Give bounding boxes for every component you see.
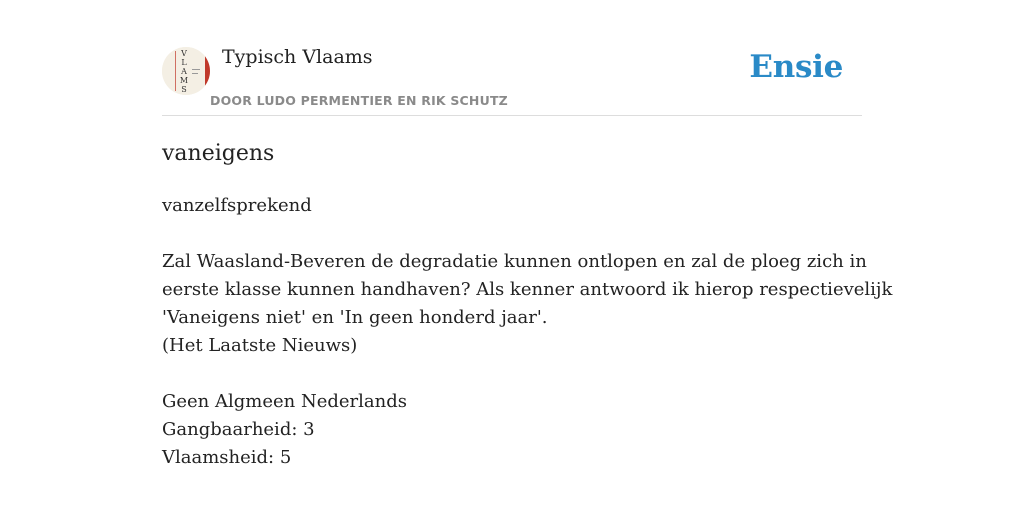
blank-line [162, 360, 862, 388]
dictionary-avatar[interactable] [162, 47, 210, 95]
example-line: Zal Waasland-Beveren de degradatie kunnen ontlopen en zal de ploeg zich in [162, 251, 867, 272]
property-line: Geen Algmeen Nederlands [162, 391, 407, 412]
book-cover-icon [162, 47, 210, 95]
source-citation: (Het Laatste Nieuws) [162, 335, 358, 356]
entry-card [162, 40, 893, 468]
avatar-letter: S [181, 85, 187, 94]
authors-byline: DOOR LUDO PERMENTIER EN RIK SCHUTZ [210, 93, 508, 108]
definition-text: vanzelfsprekend [162, 195, 312, 216]
ensie-logo[interactable]: Ensie [749, 49, 843, 85]
blank-line [162, 220, 862, 248]
property-line: Gangbaarheid: 3 [162, 419, 315, 440]
example-line: 'Vaneigens niet' en 'In geen honderd jaar'. [162, 307, 548, 328]
property-line: Vlaamsheid: 5 [162, 447, 292, 468]
dictionary-title[interactable]: Typisch Vlaams [222, 46, 373, 68]
entry-title: vaneigens [162, 141, 275, 166]
avatar-letter: V [181, 49, 187, 58]
avatar-letter: L [181, 58, 187, 67]
entry-body [162, 192, 893, 472]
example-line: eerste klasse kunnen handhaven? Als kenner antwoord ik hierop respectievelijk [162, 279, 893, 300]
avatar-letter: A [181, 67, 187, 76]
dictionary-header [162, 40, 862, 116]
avatar-letter: M [179, 76, 189, 85]
